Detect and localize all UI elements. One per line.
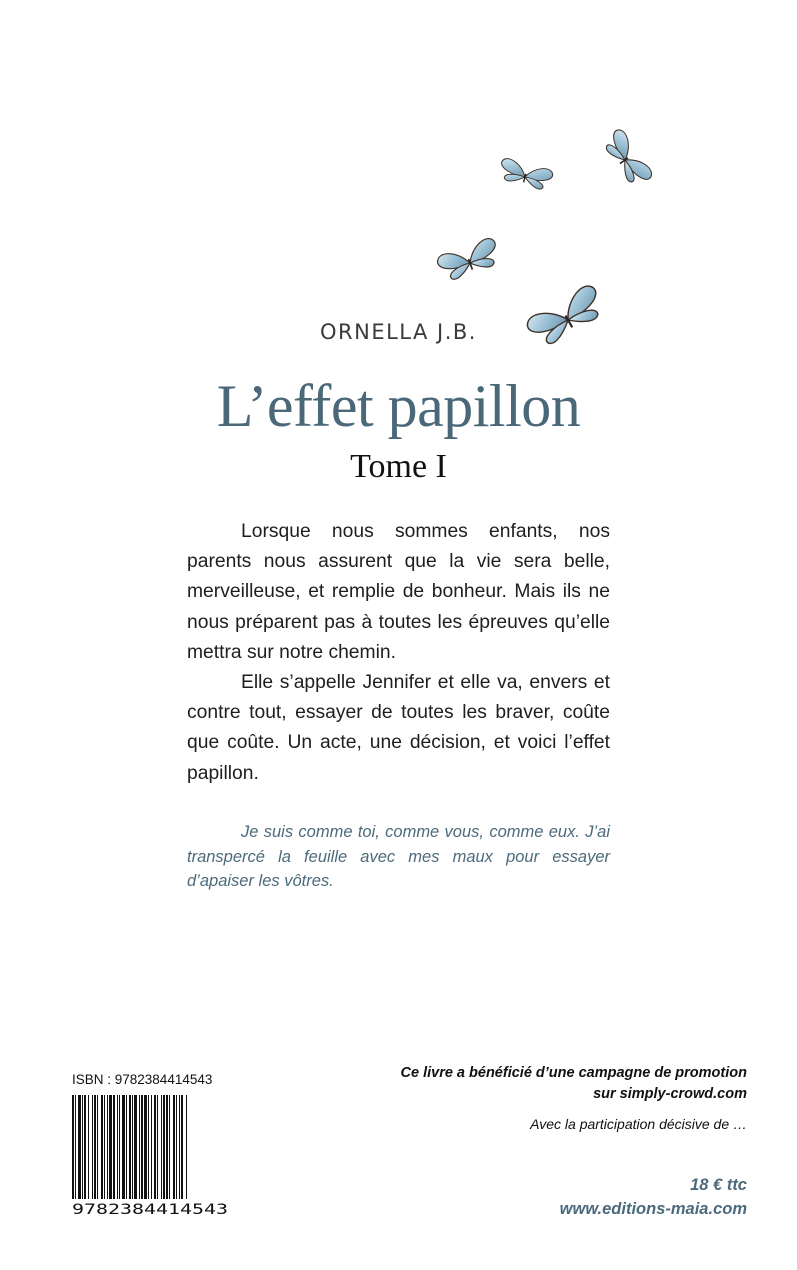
price-block [560,1173,747,1221]
butterfly-icon [436,237,502,283]
isbn-barcode [70,1095,230,1220]
price: 18 € ttc [690,1176,747,1194]
butterfly-icon [498,157,554,191]
barcode-digits: 9782384414543 [72,1202,228,1218]
blurb-paragraph-2: Elle s’appelle Jennifer et elle va, envers et contre tout, essayer de toutes les braver, coûte que coûte. Un acte, une décision, et voici l’effet papillon. [187,672,610,784]
back-cover-blurb [187,517,610,789]
support-text: Avec la participation décisive de … [530,1116,747,1132]
quote-text: Je suis comme toi, comme vous, comme eux. J’ai transpercé la feuille avec mes maux pour essayer d’apaiser les vôtres. [187,823,610,890]
isbn-label: ISBN : 9782384414543 [72,1072,213,1087]
promo-line-2: sur simply-crowd.com [593,1086,747,1102]
publisher-website: www.editions-maia.com [559,1200,747,1218]
book-title: L’effet papillon [216,373,581,439]
barcode-bars [72,1095,187,1207]
author-quote [187,820,610,894]
author-name: ORNELLA J.B. [320,320,477,344]
book-subtitle: Tome I [350,448,447,485]
butterfly-icon [601,127,654,189]
promo-text [401,1063,747,1105]
blurb-paragraph-1: Lorsque nous sommes enfants, nos parents nous assurent que la vie sera belle, merveilleuse, et remplie de bonheur. Mais ils ne nous préparent pas à toutes les épreuves qu’elle mettra sur notre chemin. [187,521,610,663]
promo-line-1: Ce livre a bénéficié d’une campagne de promotion [400,1065,747,1081]
